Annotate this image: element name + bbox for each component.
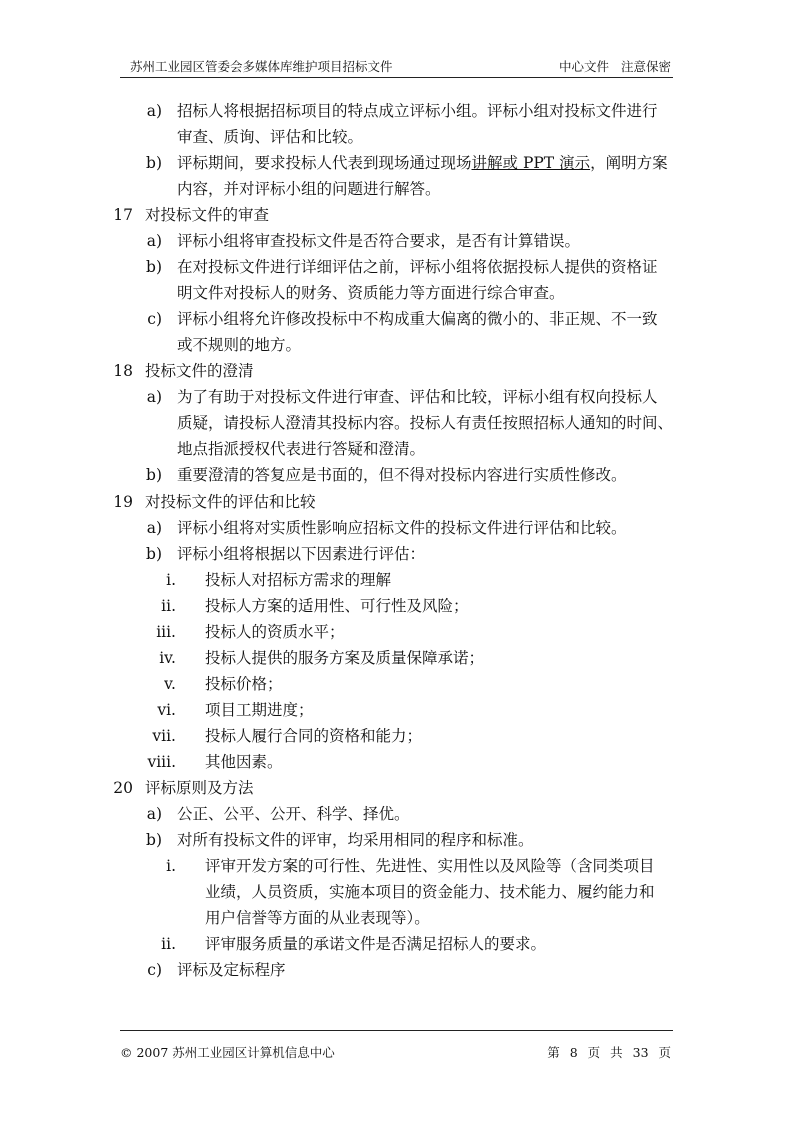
list-item-text: 投标人提供的服务方案及质量保障承诺； [205,649,485,667]
list-item-text: 或不规则的地方。 [177,336,302,354]
list-item-text: 公正、公平、公开、科学、择优。 [177,805,410,823]
list-marker: 19 [113,493,133,511]
list-marker: b) [146,154,162,172]
list-item-text: 重要澄清的答复应是书面的，但不得对投标内容进行实质性修改。 [177,466,627,484]
underlined-phrase: 讲解或 PPT 演示 [471,154,591,172]
list-marker: a) [146,805,162,823]
list-item-text: 投标人履行合同的资格和能力； [205,727,423,745]
list-marker: v. [164,675,176,693]
list-item-text: 评标小组将对实质性影响应招标文件的投标文件进行评估和比较。 [177,519,627,537]
list-marker: 18 [113,362,133,380]
section-heading: 对投标文件的评估和比较 [145,493,316,511]
list-item-text: 评标小组将根据以下因素进行评估： [177,545,426,563]
list-marker: i. [166,857,176,875]
list-item-text: 投标价格； [205,675,283,693]
list-item-text: 质疑，请投标人澄清其投标内容。投标人有责任按照招标人通知的时间、 [177,414,674,432]
list-marker: a) [146,102,162,120]
list-marker: a) [146,232,162,250]
list-item-text: 投标人对招标方需求的理解 [205,571,392,589]
list-marker: c) [147,961,162,979]
list-marker: c) [147,310,162,328]
header-title: 苏州工业园区管委会多媒体库维护项目招标文件 [130,59,393,74]
list-marker: 20 [113,779,133,797]
list-item-text: 评审开发方案的可行性、先进性、实用性以及风险等（含同类项目 [205,857,655,875]
list-item-text: 评标小组将审查投标文件是否符合要求，是否有计算错误。 [177,232,581,250]
list-item-text: 项目工期进度； [205,701,314,719]
list-item-text: 评标及定标程序 [177,961,286,979]
list-item-text: 地点指派授权代表进行答疑和澄清。 [177,440,426,458]
list-marker: a) [146,388,162,406]
list-item-text: 为了有助于对投标文件进行审查、评估和比较，评标小组有权向投标人 [177,388,658,406]
list-item-text: 业绩，人员资质，实施本项目的资金能力、技术能力、履约能力和 [205,883,655,901]
list-marker: iv. [159,649,176,667]
list-item-text: 明文件对投标人的财务、资质能力等方面进行综合审查。 [177,284,565,302]
list-marker: vii. [152,727,176,745]
list-item-text: 其他因素。 [205,753,283,771]
list-marker: b) [146,831,162,849]
list-marker: ii. [161,935,176,953]
list-item-text: 投标人方案的适用性、可行性及风险； [205,597,469,615]
list-marker: b) [146,258,162,276]
list-item-text: 在对投标文件进行详细评估之前，评标小组将依据投标人提供的资格证 [177,258,658,276]
list-marker: 17 [113,206,133,224]
list-marker: b) [146,466,162,484]
header-confidential: 中心文件 注意保密 [559,59,671,74]
list-item-text: 内容，并对评标小组的问题进行解答。 [177,180,441,198]
section-heading: 对投标文件的审查 [145,206,270,224]
list-marker: iii. [156,623,176,641]
list-marker: vi. [157,701,176,719]
footer-page-number: 第 8 页 共 33 页 [547,1045,671,1060]
footer-copyright: © 2007 苏州工业园区计算机信息中心 [120,1045,335,1060]
list-marker: a) [146,519,162,537]
section-heading: 评标原则及方法 [145,779,254,797]
list-item-text: 评标小组将允许修改投标中不构成重大偏离的微小的、非正规、不一致 [177,310,658,328]
list-item-text: 对所有投标文件的评审，均采用相同的程序和标准。 [177,831,534,849]
list-item-text: 用户信誉等方面的从业表现等）。 [205,909,430,927]
section-heading: 投标文件的澄清 [145,362,254,380]
list-marker: viii. [147,753,176,771]
list-item-text: 投标人的资质水平； [205,623,345,641]
page-header [120,55,673,78]
list-marker: i. [166,571,176,589]
list-item-text: 评标期间，要求投标人代表到现场通过现场讲解或 PPT 演示，阐明方案 [177,154,668,172]
list-marker: b) [146,545,162,563]
page-footer [120,1030,673,1061]
list-item-text: 招标人将根据招标项目的特点成立评标小组。评标小组对投标文件进行 [177,102,658,120]
list-marker: ii. [161,597,176,615]
list-item-text: 评审服务质量的承诺文件是否满足招标人的要求。 [205,935,547,953]
list-item-text: 审查、质询、评估和比较。 [177,128,364,146]
